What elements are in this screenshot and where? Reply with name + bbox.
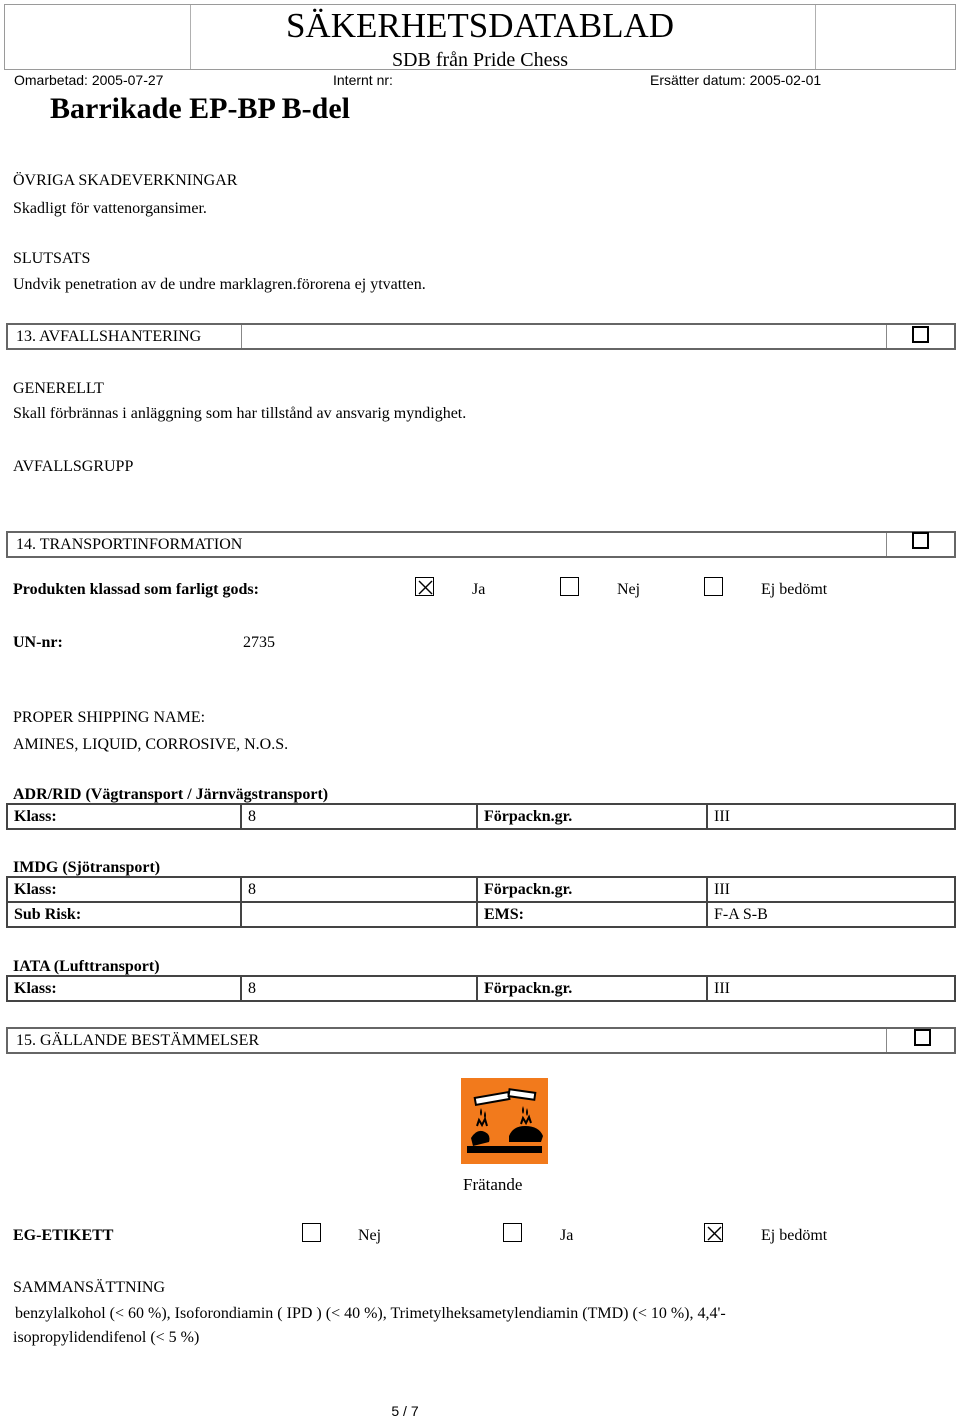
adr-class-label: Klass:	[7, 804, 241, 829]
nej-checkbox[interactable]	[560, 577, 579, 596]
section-15-title: 15. GÄLLANDE BESTÄMMELSER	[16, 1032, 260, 1049]
ja-checkbox-checked[interactable]	[415, 577, 434, 596]
replaces-date: Ersätter datum: 2005-02-01	[650, 72, 822, 88]
eg-nej-checkbox[interactable]	[302, 1223, 321, 1242]
eg-ja-checkbox[interactable]	[503, 1223, 522, 1242]
table-row	[7, 976, 955, 1001]
adr-pg-label: Förpackn.gr.	[477, 804, 707, 829]
option-ej-bedomt: Ej bedömt	[761, 581, 828, 598]
adr-caption: ADR/RID (Vägtransport / Järnvägstransport)	[13, 786, 329, 803]
slutsats-heading: SLUTSATS	[13, 250, 91, 267]
product-title: Barrikade EP-BP B-del	[50, 92, 350, 125]
table-row	[7, 902, 955, 927]
imdg-subrisk-label: Sub Risk:	[7, 902, 241, 927]
table-row	[7, 804, 955, 829]
eg-ej-bedomt-checkbox-checked[interactable]	[704, 1223, 723, 1242]
iata-caption: IATA (Lufttransport)	[13, 958, 160, 975]
psn-heading: PROPER SHIPPING NAME:	[13, 709, 206, 726]
imdg-table	[6, 876, 956, 928]
slutsats-text: Undvik penetration av de undre marklagren.förorena ej ytvatten.	[13, 276, 426, 293]
ej-bedomt-checkbox[interactable]	[704, 577, 723, 596]
imdg-pg-value: III	[707, 877, 955, 902]
generellt-text: Skall förbrännas i anläggning som har tillstånd av ansvarig myndighet.	[13, 405, 467, 422]
iata-pg-label: Förpackn.gr.	[477, 976, 707, 1001]
section-15-checkbox[interactable]	[914, 1029, 931, 1046]
dangerous-goods-label: Produkten klassad som farligt gods:	[13, 581, 259, 598]
section-15-bar	[6, 1027, 956, 1054]
table-row	[7, 877, 955, 902]
section-14-checkbox[interactable]	[912, 532, 929, 549]
adr-table	[6, 803, 956, 830]
section-14-bar	[6, 531, 956, 558]
internal-number: Internt nr:	[333, 72, 393, 88]
section-14-title: 14. TRANSPORTINFORMATION	[16, 536, 243, 553]
eg-option-nej: Nej	[358, 1227, 382, 1244]
composition-line-1: benzylalkohol (< 60 %), Isoforondiamin ( IPD ) (< 40 %), Trimetylheksametylendiamin (TMD) (< 10 %), 4,4'-	[15, 1305, 726, 1322]
corrosive-hazard-icon	[461, 1078, 548, 1164]
pictogram-caption: Frätande	[463, 1175, 523, 1194]
check-x-icon	[705, 1224, 724, 1243]
iata-pg-value: III	[707, 976, 955, 1001]
generellt-heading: GENERELLT	[13, 380, 104, 397]
iata-table	[6, 975, 956, 1002]
un-number-label: UN-nr:	[13, 634, 63, 651]
iata-class-value: 8	[241, 976, 477, 1001]
eg-etikett-label: EG-ETIKETT	[13, 1227, 114, 1244]
section-13-title: 13. AVFALLSHANTERING	[16, 328, 202, 345]
imdg-ems-label: EMS:	[477, 902, 707, 927]
adr-pg-value: III	[707, 804, 955, 829]
section-13-bar	[6, 323, 956, 350]
imdg-class-label: Klass:	[7, 877, 241, 902]
un-number-value: 2735	[243, 634, 275, 651]
imdg-subrisk-value	[241, 902, 477, 927]
option-ja: Ja	[472, 581, 486, 598]
avfallsgrupp-heading: AVFALLSGRUPP	[13, 458, 134, 475]
iata-class-label: Klass:	[7, 976, 241, 1001]
imdg-ems-value: F-A S-B	[707, 902, 955, 927]
ovriga-heading: ÖVRIGA SKADEVERKNINGAR	[13, 172, 238, 189]
composition-heading: SAMMANSÄTTNING	[13, 1279, 166, 1296]
imdg-caption: IMDG (Sjötransport)	[13, 859, 161, 876]
check-x-icon	[416, 578, 435, 597]
adr-class-value: 8	[241, 804, 477, 829]
psn-value: AMINES, LIQUID, CORROSIVE, N.O.S.	[13, 736, 289, 753]
revised-date: Omarbetad: 2005-07-27	[14, 72, 164, 88]
page-number: 5 / 7	[391, 1403, 419, 1419]
section-13-checkbox[interactable]	[912, 326, 929, 343]
document-subtitle: SDB från Pride Chess	[391, 49, 569, 71]
ovriga-text: Skadligt för vattenorgansimer.	[13, 200, 207, 217]
document-type-title: SÄKERHETSDATABLAD	[285, 6, 675, 45]
eg-option-ja: Ja	[560, 1227, 574, 1244]
imdg-class-value: 8	[241, 877, 477, 902]
corrosive-pictogram-icon	[461, 1078, 548, 1164]
eg-option-ej-bedomt: Ej bedömt	[761, 1227, 828, 1244]
option-nej: Nej	[617, 581, 641, 598]
composition-line-2: isopropylidendifenol (< 5 %)	[13, 1329, 200, 1346]
imdg-pg-label: Förpackn.gr.	[477, 877, 707, 902]
